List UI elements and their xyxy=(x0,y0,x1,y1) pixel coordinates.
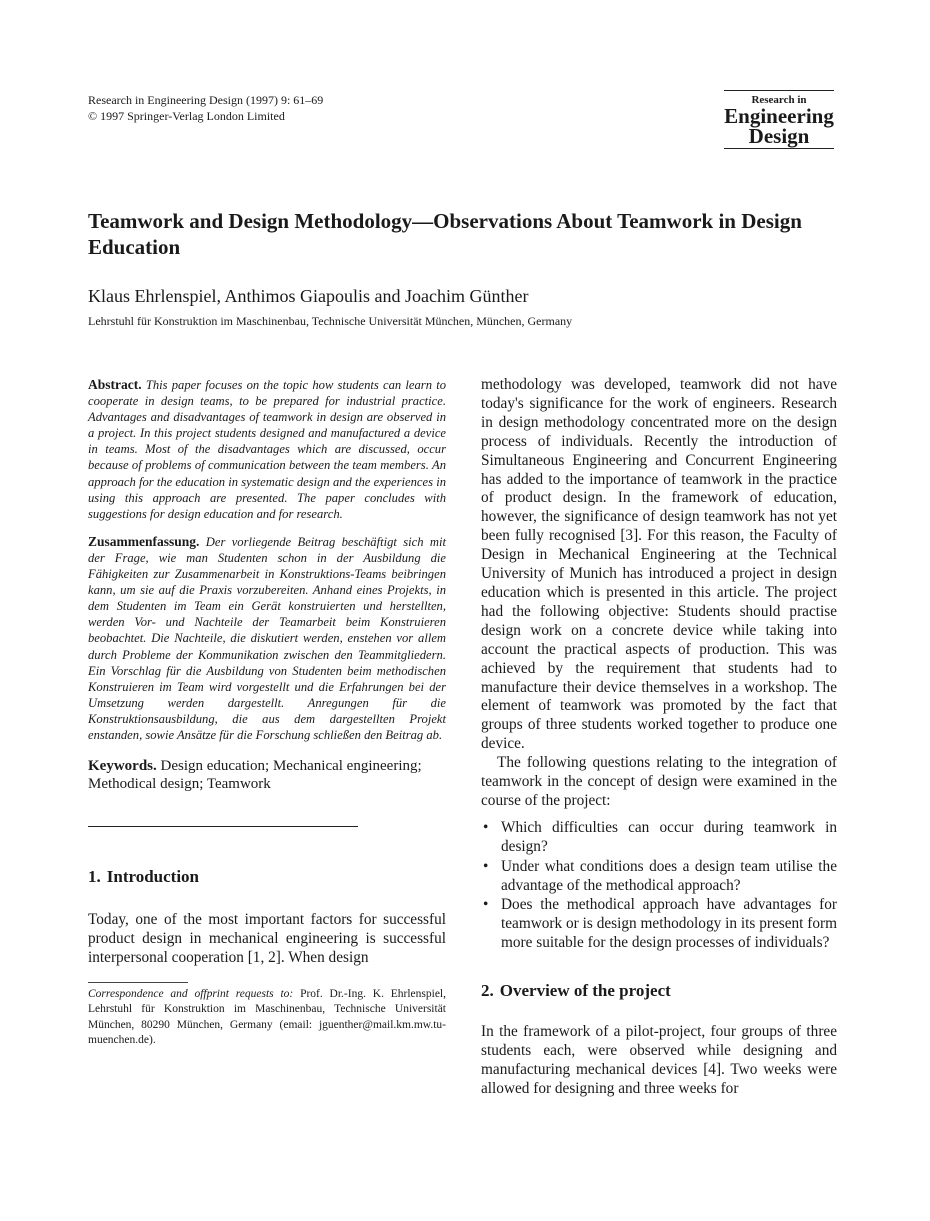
list-item: • Under what conditions does a design team utilise the advantage of the methodical approach? xyxy=(483,857,837,894)
section-1-number: 1. xyxy=(88,867,101,887)
journal-logo xyxy=(724,90,834,149)
intro-paragraph-right: methodology was developed, teamwork did not have today's significance for the work of engineers. Research in design methodology concentrated more on the design process of individuals. Recently the introduction of Simultaneous Engineering and Concurrent Engineering has added to the importance of teamwork in the practice of product design. In the framework of education, however, the significance of design teamwork has not yet been fully recognised [3]. For this reason, the Faculty of Design in Mechanical Engineering at the Technical University of Munich has introduced a project in design education which is presented in this article. The project had the following objective: Students should practise design work on a concrete device while taking into account the practical aspects of production. This was achieved by the requirement that students had to manufacture their device themselves in a workshop. The element of teamwork was promoted by the fact that groups of three students worked together to produce one device. xyxy=(481,376,837,753)
abstract-text: This paper focuses on the topic how students can learn to cooperate in design teams, to be prepared for industrial practice. Advantages and disadvantages of teamwork in design are observed in a project. In this project students designed and manufactured a device in teams. Most of the disadvantages which are discussed, occur because of problems of communication between the team members. An approach for the education in systematic design and the experiences in using this approach are presented. The paper concludes with suggestions for design education and for research. xyxy=(88,378,446,521)
keywords-label: Keywords. xyxy=(88,758,157,775)
zusammenfassung-label: Zusammenfassung. xyxy=(88,533,200,549)
zusammenfassung xyxy=(88,534,446,743)
authors: Klaus Ehrlenspiel, Anthimos Giapoulis and Joachim Günther xyxy=(88,286,529,306)
section-2-heading xyxy=(481,981,837,1001)
logo-small-text: Research in xyxy=(751,94,807,106)
bullet-icon: • xyxy=(483,857,489,875)
correspondence-footnote xyxy=(88,987,446,1049)
logo-line-1: Engineering xyxy=(724,104,834,128)
zusammenfassung-text: Der vorliegende Beitrag beschäftigt sich mit der Frage, wie man Studenten schon in der Ausbildung die Fähigkeiten zur Zusammenarbeit in Konstruktions-Teams beibringen kann, um sie auf die Praxis vorzubereiten. Anhand eines Projekts, in dem Studenten im Team ein Gerät konstruierten und herstellten, werden Vor- und Nachteile der Teamarbeit beim Konstruieren beobachtet. Die Nachteile, die diskutiert werden, enstehen vor allem durch Probleme der Kommunikation zwischen den Teammitgliedern. Ein Vorschlag für die Ausbildung von Studenten beim methodischen Konstruieren im Team wird vorgestellt und die Erfahrungen bei der Umsetzung werden dargestellt. Anregungen für die Konstruktionsausbildung, die aus dem dargestellten Projekt enstanden, sowie Ansätze für die Forschung schließen den Beitrag ab. xyxy=(88,534,446,742)
section-2-number: 2. xyxy=(481,981,494,1001)
affiliation: Lehrstuhl für Konstruktion im Maschinenbau, Technische Universität München, München, Germany xyxy=(88,314,573,328)
questions-list xyxy=(481,819,837,953)
section-1-heading xyxy=(88,867,446,887)
section-1-title: Introduction xyxy=(106,867,200,887)
section-divider xyxy=(88,826,358,827)
logo-bottom-rule xyxy=(724,148,834,149)
journal-citation: Research in Engineering Design (1997) 9: 61–69 xyxy=(88,93,324,107)
abstract xyxy=(88,377,446,522)
list-item: • Does the methodical approach have advantages for teamwork or is design methodology in its present form more suitable for the design processes of individuals? xyxy=(483,896,837,952)
paper-title: Teamwork and Design Methodology—Observations About Teamwork in Design Education xyxy=(88,209,802,259)
journal-info xyxy=(88,92,323,124)
keywords xyxy=(88,757,446,793)
keywords-text: Design education; Mechanical engineering; Methodical design; Teamwork xyxy=(88,758,422,793)
logo-top-rule xyxy=(724,90,834,91)
copyright-line: © 1997 Springer-Verlag London Limited xyxy=(88,109,285,123)
section-2-title: Overview of the project xyxy=(499,981,671,1001)
footnote-text: Prof. Dr.-Ing. K. Ehrlenspiel, Lehrstuhl für Konstruktion im Maschinenbau, Technische Universität München, 80290 München, Germany (email: jguenther@mail.km.mw.tu-muenchen.de). xyxy=(88,987,446,1047)
footnote-rule xyxy=(88,982,188,983)
questions-intro: The following questions relating to the integration of teamwork in the concept of design were examined in the course of the project: xyxy=(481,754,837,809)
bullet-icon: • xyxy=(483,818,489,836)
overview-paragraph: In the framework of a pilot-project, four groups of three students each, were observed while designing and manufacturing mechanical devices [4]. Two weeks were allowed for designing and three weeks for xyxy=(481,1023,837,1097)
list-item: • Which difficulties can occur during teamwork in design? xyxy=(483,818,837,855)
abstract-label: Abstract. xyxy=(88,377,142,392)
intro-paragraph-left: Today, one of the most important factors for successful product design in mechanical engineering is successful interpersonal cooperation [1, 2]. When design xyxy=(88,911,446,966)
bullet-icon: • xyxy=(483,896,489,914)
left-column xyxy=(88,377,446,1049)
right-column xyxy=(481,376,837,1099)
logo-line-2: Design xyxy=(748,124,810,148)
footnote-label: Correspondence and offprint requests to: xyxy=(88,987,294,1000)
